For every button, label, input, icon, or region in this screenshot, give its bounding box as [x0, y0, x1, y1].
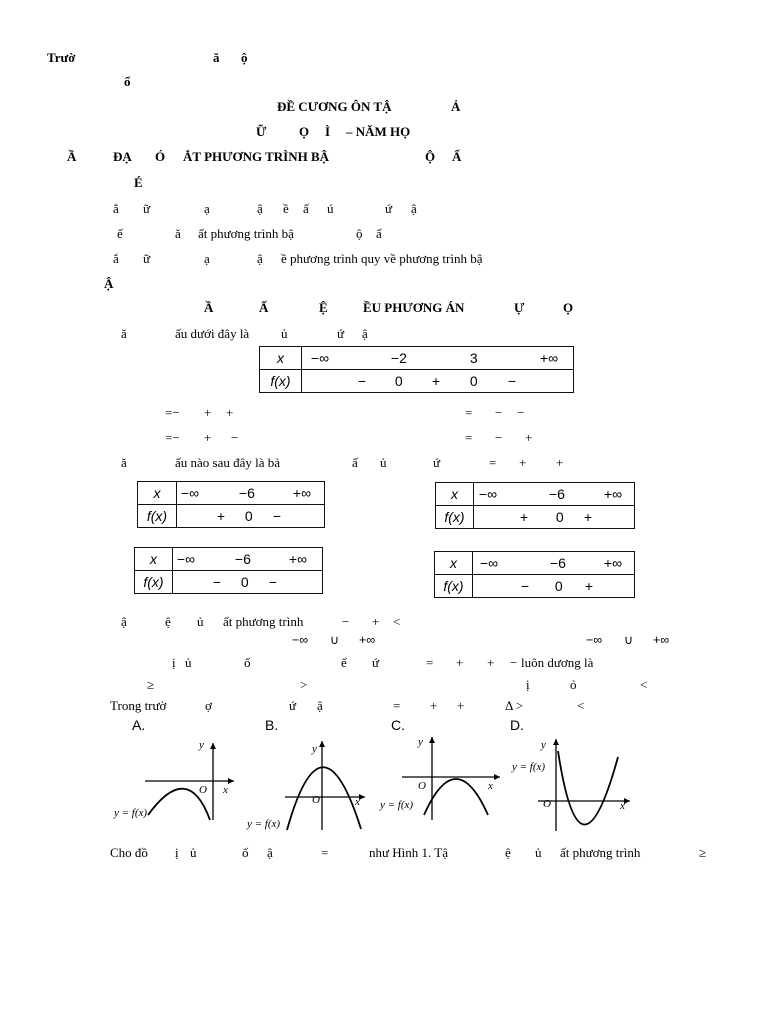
subtitle-fragment: Ữ: [256, 124, 267, 139]
y-axis-label: y: [418, 736, 423, 748]
header-fragment: ộ: [241, 50, 248, 65]
parabola-curve: [287, 767, 361, 830]
q4-option-2[interactable]: >: [300, 677, 308, 692]
origin-label: O: [312, 794, 320, 806]
x-axis-label: x: [355, 796, 360, 808]
origin-label: O: [418, 780, 426, 792]
q1-sign-table: [259, 346, 574, 393]
sign-cell: −: [357, 373, 367, 389]
x-axis-label: x: [620, 800, 625, 812]
sign-cell: +: [431, 373, 441, 389]
graph-c[interactable]: [380, 735, 510, 825]
graph-a[interactable]: [110, 735, 240, 825]
y-axis-arrow: [553, 739, 559, 745]
q2-table-c[interactable]: x −∞ −6 +∞ f(x) − 0 −: [134, 547, 323, 594]
q2-table-a[interactable]: x −∞ −6 +∞ f(x) + 0 −: [137, 481, 325, 528]
origin-label: O: [199, 784, 207, 796]
section-heading: É: [134, 175, 143, 190]
y-axis-label: y: [312, 743, 317, 755]
origin-label: O: [543, 798, 551, 810]
q2-table-d[interactable]: x −∞ −6 +∞ f(x) − 0 +: [434, 551, 635, 598]
graph-b[interactable]: [245, 735, 375, 833]
header-fragment: ổ: [124, 74, 131, 89]
x-axis-label: x: [223, 784, 228, 796]
chapter-fragment: Ó: [155, 149, 166, 164]
q2-table-b[interactable]: x −∞ −6 +∞ f(x) + 0 +: [435, 482, 635, 529]
q4-option-1[interactable]: ≥: [147, 677, 155, 692]
choice-c-label[interactable]: C.: [391, 717, 405, 733]
chapter-title: ẮT PHƯƠNG TRÌNH BẬ: [183, 149, 330, 164]
function-label: y = f(x): [380, 799, 414, 811]
y-axis-label: y: [199, 739, 204, 751]
subtitle-fragment: Ì: [325, 124, 331, 139]
choice-d-label[interactable]: D.: [510, 717, 524, 733]
y-axis-label: y: [541, 739, 546, 751]
x-axis-arrow: [624, 798, 630, 804]
y-axis-arrow: [210, 743, 216, 749]
sign-cell: 0: [469, 373, 478, 389]
y-axis-arrow: [319, 741, 325, 747]
school-name: Trườ: [47, 50, 76, 65]
table-header-cell: +∞: [539, 350, 559, 366]
table-header-cell: −2: [390, 350, 407, 366]
chapter-fragment: Ầ: [67, 149, 77, 164]
choice-a-label[interactable]: A.: [132, 717, 146, 733]
table-header-x: x: [260, 347, 302, 370]
subtitle-fragment: Ọ: [299, 124, 310, 139]
subtitle-fragment: – NĂM HỌ: [346, 124, 411, 139]
x-axis-arrow: [359, 794, 365, 800]
function-label: y = f(x): [512, 761, 546, 773]
chapter-fragment: ĐẠ: [113, 149, 132, 164]
y-axis-arrow: [429, 737, 435, 743]
table-header-cell: −∞: [310, 350, 330, 366]
header-fragment: ă: [213, 50, 220, 65]
chapter-fragment: Ẩ: [452, 149, 462, 164]
table-row-label: f(x): [260, 370, 302, 393]
x-axis-arrow: [494, 774, 500, 780]
x-axis-label: x: [488, 780, 493, 792]
practice-label: Ậ: [104, 276, 114, 291]
table-header-cell: 3: [469, 350, 478, 366]
parabola-curve: [424, 779, 488, 815]
parabola-curve: [558, 751, 618, 825]
sign-cell: −: [507, 373, 517, 389]
document-title-tail: Ả: [451, 99, 461, 114]
function-label: y = f(x): [114, 807, 148, 819]
graph-d[interactable]: [510, 735, 640, 833]
function-label: y = f(x): [247, 818, 281, 830]
x-axis-arrow: [228, 778, 234, 784]
choice-b-label[interactable]: B.: [265, 717, 279, 733]
document-title: ĐỀ CƯƠNG ÔN TẬ: [277, 99, 392, 114]
chapter-fragment: Ộ: [425, 149, 436, 164]
sign-cell: 0: [394, 373, 403, 389]
q4-option-4[interactable]: <: [640, 677, 648, 692]
